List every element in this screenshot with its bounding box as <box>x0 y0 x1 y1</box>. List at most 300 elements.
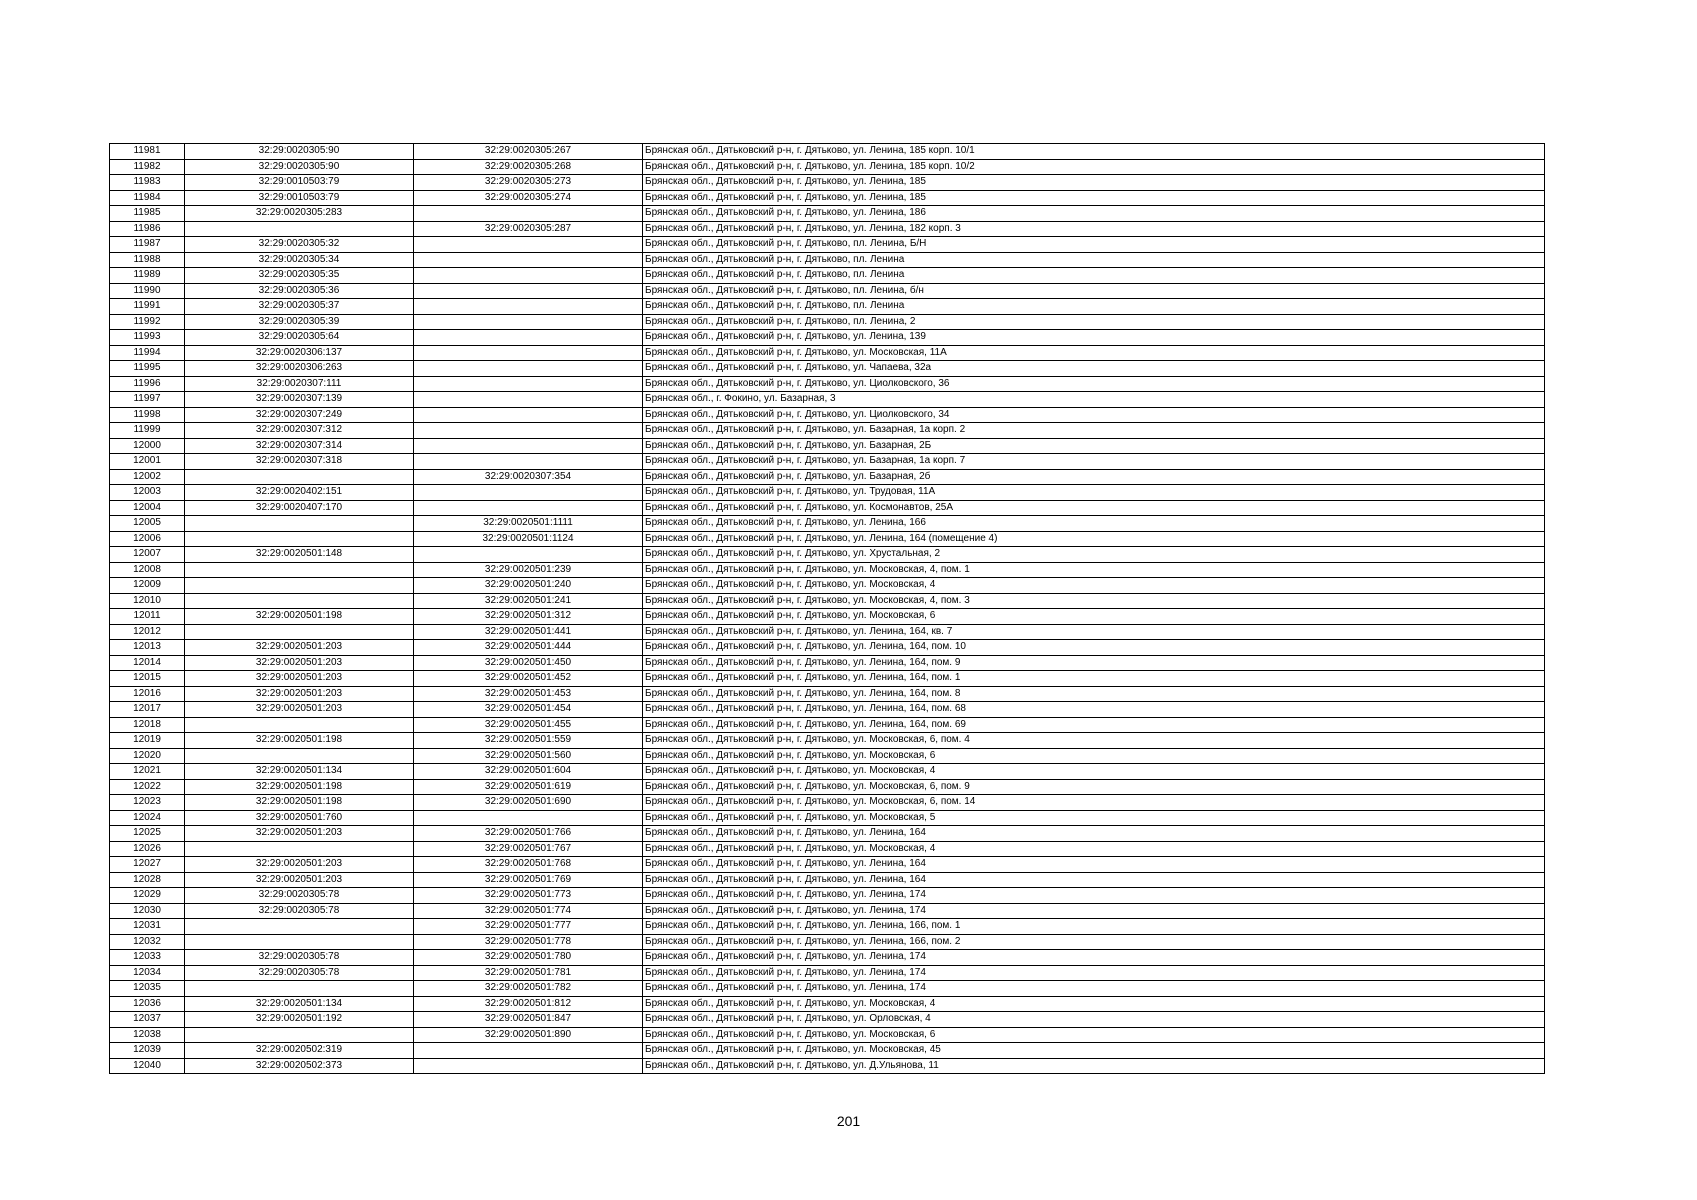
cadastral-number-cell: 32:29:0020501:444 <box>414 640 643 656</box>
row-number-cell: 12002 <box>110 469 185 485</box>
row-number-cell: 12038 <box>110 1027 185 1043</box>
row-number-cell: 12013 <box>110 640 185 656</box>
table-row <box>110 578 1545 594</box>
parent-cadastral-number-cell <box>185 578 414 594</box>
table-row <box>110 872 1545 888</box>
address-cell: Брянская обл., Дятьковский р-н, г. Дятьково, ул. Московская, 6 <box>643 748 1545 764</box>
parent-cadastral-number-cell: 32:29:0020402:151 <box>185 485 414 501</box>
address-cell: Брянская обл., Дятьковский р-н, г. Дятьково, пл. Ленина, б/н <box>643 283 1545 299</box>
row-number-cell: 12026 <box>110 841 185 857</box>
table-row <box>110 531 1545 547</box>
cadastral-number-cell: 32:29:0020501:782 <box>414 981 643 997</box>
cadastral-number-cell: 32:29:0020501:241 <box>414 593 643 609</box>
parent-cadastral-number-cell: 32:29:0020307:312 <box>185 423 414 439</box>
table-row <box>110 686 1545 702</box>
table-row <box>110 981 1545 997</box>
table-row <box>110 516 1545 532</box>
parent-cadastral-number-cell: 32:29:0020502:319 <box>185 1043 414 1059</box>
address-cell: Брянская обл., Дятьковский р-н, г. Дятьково, ул. Ленина, 185 <box>643 175 1545 191</box>
address-cell: Брянская обл., Дятьковский р-н, г. Дятьково, пл. Ленина <box>643 299 1545 315</box>
row-number-cell: 12001 <box>110 454 185 470</box>
cadastral-number-cell <box>414 810 643 826</box>
cadastral-number-cell <box>414 1043 643 1059</box>
row-number-cell: 12024 <box>110 810 185 826</box>
cadastral-number-cell: 32:29:0020501:1124 <box>414 531 643 547</box>
address-cell: Брянская обл., Дятьковский р-н, г. Дятьково, ул. Ленина, 164, пом. 69 <box>643 717 1545 733</box>
parent-cadastral-number-cell: 32:29:0020305:32 <box>185 237 414 253</box>
table-row <box>110 702 1545 718</box>
parent-cadastral-number-cell: 32:29:0020305:78 <box>185 888 414 904</box>
parent-cadastral-number-cell: 32:29:0020501:203 <box>185 671 414 687</box>
row-number-cell: 11998 <box>110 407 185 423</box>
cadastral-number-cell: 32:29:0020501:604 <box>414 764 643 780</box>
table-row <box>110 237 1545 253</box>
cadastral-number-cell <box>414 268 643 284</box>
parent-cadastral-number-cell: 32:29:0020307:314 <box>185 438 414 454</box>
parent-cadastral-number-cell: 32:29:0020501:148 <box>185 547 414 563</box>
table-row <box>110 423 1545 439</box>
parent-cadastral-number-cell: 32:29:0020305:78 <box>185 965 414 981</box>
parent-cadastral-number-cell: 32:29:0010503:79 <box>185 175 414 191</box>
address-cell: Брянская обл., Дятьковский р-н, г. Дятьково, ул. Ленина, 166, пом. 2 <box>643 934 1545 950</box>
cadastral-number-cell <box>414 438 643 454</box>
cadastral-number-cell: 32:29:0020501:781 <box>414 965 643 981</box>
row-number-cell: 12030 <box>110 903 185 919</box>
cadastral-number-cell: 32:29:0020305:273 <box>414 175 643 191</box>
parent-cadastral-number-cell: 32:29:0020305:35 <box>185 268 414 284</box>
table-row <box>110 144 1545 160</box>
row-number-cell: 12031 <box>110 919 185 935</box>
cadastral-number-cell: 32:29:0020305:267 <box>414 144 643 160</box>
cadastral-number-cell: 32:29:0020501:766 <box>414 826 643 842</box>
address-cell: Брянская обл., Дятьковский р-н, г. Дятьково, ул. Ленина, 174 <box>643 981 1545 997</box>
row-number-cell: 11997 <box>110 392 185 408</box>
address-cell: Брянская обл., Дятьковский р-н, г. Дятьково, ул. Ленина, 174 <box>643 888 1545 904</box>
table-row <box>110 655 1545 671</box>
cadastral-number-cell: 32:29:0020305:287 <box>414 221 643 237</box>
address-cell: Брянская обл., Дятьковский р-н, г. Дятьково, ул. Ленина, 164, пом. 9 <box>643 655 1545 671</box>
address-cell: Брянская обл., Дятьковский р-н, г. Дятьково, пл. Ленина <box>643 252 1545 268</box>
cadastral-number-cell <box>414 454 643 470</box>
cadastral-number-cell: 32:29:0020305:268 <box>414 159 643 175</box>
parent-cadastral-number-cell: 32:29:0020501:203 <box>185 640 414 656</box>
table-row <box>110 1043 1545 1059</box>
table-row <box>110 252 1545 268</box>
parent-cadastral-number-cell: 32:29:0020305:34 <box>185 252 414 268</box>
address-cell: Брянская обл., Дятьковский р-н, г. Дятьково, ул. Чапаева, 32а <box>643 361 1545 377</box>
row-number-cell: 11983 <box>110 175 185 191</box>
row-number-cell: 11985 <box>110 206 185 222</box>
parent-cadastral-number-cell: 32:29:0020501:203 <box>185 872 414 888</box>
row-number-cell: 12034 <box>110 965 185 981</box>
row-number-cell: 11994 <box>110 345 185 361</box>
row-number-cell: 12023 <box>110 795 185 811</box>
address-cell: Брянская обл., Дятьковский р-н, г. Дятьково, ул. Ленина, 164, кв. 7 <box>643 624 1545 640</box>
table-row <box>110 469 1545 485</box>
table-row <box>110 330 1545 346</box>
cadastral-number-cell <box>414 485 643 501</box>
address-cell: Брянская обл., Дятьковский р-н, г. Дятьково, ул. Московская, 4 <box>643 841 1545 857</box>
row-number-cell: 12035 <box>110 981 185 997</box>
row-number-cell: 12025 <box>110 826 185 842</box>
row-number-cell: 12028 <box>110 872 185 888</box>
address-cell: Брянская обл., Дятьковский р-н, г. Дятьково, ул. Ленина, 166, пом. 1 <box>643 919 1545 935</box>
parent-cadastral-number-cell: 32:29:0020305:283 <box>185 206 414 222</box>
row-number-cell: 12016 <box>110 686 185 702</box>
row-number-cell: 12009 <box>110 578 185 594</box>
address-cell: Брянская обл., Дятьковский р-н, г. Дятьково, ул. Московская, 45 <box>643 1043 1545 1059</box>
parent-cadastral-number-cell: 32:29:0020307:111 <box>185 376 414 392</box>
cadastral-number-cell: 32:29:0020501:773 <box>414 888 643 904</box>
parent-cadastral-number-cell: 32:29:0020501:203 <box>185 826 414 842</box>
address-cell: Брянская обл., Дятьковский р-н, г. Дятьково, ул. Базарная, 1а корп. 7 <box>643 454 1545 470</box>
table-row <box>110 206 1545 222</box>
row-number-cell: 12033 <box>110 950 185 966</box>
table-row <box>110 857 1545 873</box>
parent-cadastral-number-cell <box>185 562 414 578</box>
parent-cadastral-number-cell <box>185 981 414 997</box>
table-row <box>110 671 1545 687</box>
row-number-cell: 12011 <box>110 609 185 625</box>
parent-cadastral-number-cell: 32:29:0020501:198 <box>185 795 414 811</box>
row-number-cell: 12007 <box>110 547 185 563</box>
address-cell: Брянская обл., Дятьковский р-н, г. Дятьково, ул. Ленина, 164 <box>643 872 1545 888</box>
parent-cadastral-number-cell <box>185 717 414 733</box>
row-number-cell: 12012 <box>110 624 185 640</box>
address-cell: Брянская обл., Дятьковский р-н, г. Дятьково, ул. Ленина, 164 (помещение 4) <box>643 531 1545 547</box>
table-row <box>110 934 1545 950</box>
table-row <box>110 996 1545 1012</box>
table-row <box>110 1058 1545 1074</box>
row-number-cell: 11981 <box>110 144 185 160</box>
parent-cadastral-number-cell <box>185 593 414 609</box>
cadastral-number-cell: 32:29:0020501:774 <box>414 903 643 919</box>
cadastral-number-cell: 32:29:0020307:354 <box>414 469 643 485</box>
parent-cadastral-number-cell: 32:29:0020306:263 <box>185 361 414 377</box>
table-row <box>110 826 1545 842</box>
parent-cadastral-number-cell: 32:29:0020305:64 <box>185 330 414 346</box>
row-number-cell: 12019 <box>110 733 185 749</box>
table-row <box>110 593 1545 609</box>
parent-cadastral-number-cell: 32:29:0020305:90 <box>185 159 414 175</box>
address-cell: Брянская обл., Дятьковский р-н, г. Дятьково, ул. Ленина, 174 <box>643 903 1545 919</box>
table-row <box>110 764 1545 780</box>
address-cell: Брянская обл., Дятьковский р-н, г. Дятьково, ул. Московская, 5 <box>643 810 1545 826</box>
address-cell: Брянская обл., Дятьковский р-н, г. Дятьково, ул. Ленина, 182 корп. 3 <box>643 221 1545 237</box>
parent-cadastral-number-cell <box>185 531 414 547</box>
table-row <box>110 795 1545 811</box>
table-row <box>110 640 1545 656</box>
table-row <box>110 748 1545 764</box>
address-cell: Брянская обл., Дятьковский р-н, г. Дятьково, ул. Московская, 6, пом. 4 <box>643 733 1545 749</box>
row-number-cell: 11992 <box>110 314 185 330</box>
row-number-cell: 11993 <box>110 330 185 346</box>
row-number-cell: 11995 <box>110 361 185 377</box>
row-number-cell: 11986 <box>110 221 185 237</box>
row-number-cell: 12000 <box>110 438 185 454</box>
cadastral-number-cell: 32:29:0020501:453 <box>414 686 643 702</box>
address-cell: Брянская обл., Дятьковский р-н, г. Дятьково, ул. Трудовая, 11А <box>643 485 1545 501</box>
table-row <box>110 361 1545 377</box>
row-number-cell: 11990 <box>110 283 185 299</box>
row-number-cell: 12036 <box>110 996 185 1012</box>
address-cell: Брянская обл., Дятьковский р-н, г. Дятьково, ул. Орловская, 4 <box>643 1012 1545 1028</box>
parent-cadastral-number-cell: 32:29:0020501:134 <box>185 996 414 1012</box>
cadastral-number-cell: 32:29:0020501:312 <box>414 609 643 625</box>
parent-cadastral-number-cell: 32:29:0020501:198 <box>185 733 414 749</box>
cadastral-number-cell: 32:29:0020501:780 <box>414 950 643 966</box>
table-row <box>110 733 1545 749</box>
cadastral-number-cell: 32:29:0020501:239 <box>414 562 643 578</box>
cadastral-number-cell <box>414 500 643 516</box>
row-number-cell: 12004 <box>110 500 185 516</box>
cadastral-number-cell: 32:29:0020501:778 <box>414 934 643 950</box>
address-cell: Брянская обл., Дятьковский р-н, г. Дятьково, ул. Ленина, 164, пом. 1 <box>643 671 1545 687</box>
address-cell: Брянская обл., Дятьковский р-н, г. Дятьково, пл. Ленина, 2 <box>643 314 1545 330</box>
parent-cadastral-number-cell: 32:29:0020305:90 <box>185 144 414 160</box>
address-cell: Брянская обл., Дятьковский р-н, г. Дятьково, ул. Московская, 11А <box>643 345 1545 361</box>
cadastral-number-cell: 32:29:0020501:812 <box>414 996 643 1012</box>
parent-cadastral-number-cell <box>185 221 414 237</box>
table-row <box>110 1027 1545 1043</box>
cadastral-number-cell: 32:29:0020501:777 <box>414 919 643 935</box>
cadastral-number-cell <box>414 237 643 253</box>
parent-cadastral-number-cell: 32:29:0020501:192 <box>185 1012 414 1028</box>
row-number-cell: 12021 <box>110 764 185 780</box>
address-cell: Брянская обл., Дятьковский р-н, г. Дятьково, ул. Московская, 4 <box>643 996 1545 1012</box>
address-cell: Брянская обл., Дятьковский р-н, г. Дятьково, ул. Циолковского, 36 <box>643 376 1545 392</box>
table-row <box>110 950 1545 966</box>
cadastral-number-cell: 32:29:0020501:769 <box>414 872 643 888</box>
address-cell: Брянская обл., Дятьковский р-н, г. Дятьково, ул. Циолковского, 34 <box>643 407 1545 423</box>
table-row <box>110 562 1545 578</box>
cadastral-number-cell <box>414 206 643 222</box>
table-row <box>110 345 1545 361</box>
parent-cadastral-number-cell <box>185 469 414 485</box>
table-row <box>110 159 1545 175</box>
cadastral-number-cell <box>414 376 643 392</box>
row-number-cell: 12006 <box>110 531 185 547</box>
row-number-cell: 11987 <box>110 237 185 253</box>
page-number: 201 <box>836 1113 861 1129</box>
table-row <box>110 624 1545 640</box>
row-number-cell: 12017 <box>110 702 185 718</box>
parent-cadastral-number-cell: 32:29:0020307:318 <box>185 454 414 470</box>
cadastral-number-cell: 32:29:0020501:560 <box>414 748 643 764</box>
address-cell: Брянская обл., г. Фокино, ул. Базарная, 3 <box>643 392 1545 408</box>
address-cell: Брянская обл., Дятьковский р-н, г. Дятьково, ул. Ленина, 185 корп. 10/2 <box>643 159 1545 175</box>
cadastral-number-cell: 32:29:0020501:454 <box>414 702 643 718</box>
cadastral-number-cell <box>414 252 643 268</box>
table-row <box>110 888 1545 904</box>
address-cell: Брянская обл., Дятьковский р-н, г. Дятьково, ул. Ленина, 164, пом. 8 <box>643 686 1545 702</box>
cadastral-number-cell <box>414 345 643 361</box>
row-number-cell: 12010 <box>110 593 185 609</box>
row-number-cell: 12014 <box>110 655 185 671</box>
address-cell: Брянская обл., Дятьковский р-н, г. Дятьково, ул. Ленина, 164 <box>643 857 1545 873</box>
address-cell: Брянская обл., Дятьковский р-н, г. Дятьково, ул. Космонавтов, 25А <box>643 500 1545 516</box>
table-row <box>110 547 1545 563</box>
address-cell: Брянская обл., Дятьковский р-н, г. Дятьково, ул. Ленина, 139 <box>643 330 1545 346</box>
row-number-cell: 12040 <box>110 1058 185 1074</box>
address-cell: Брянская обл., Дятьковский р-н, г. Дятьково, ул. Ленина, 164 <box>643 826 1545 842</box>
table-row <box>110 1012 1545 1028</box>
parent-cadastral-number-cell: 32:29:0010503:79 <box>185 190 414 206</box>
row-number-cell: 12029 <box>110 888 185 904</box>
table-row <box>110 454 1545 470</box>
row-number-cell: 11991 <box>110 299 185 315</box>
row-number-cell: 12008 <box>110 562 185 578</box>
cadastral-number-cell: 32:29:0020501:890 <box>414 1027 643 1043</box>
parent-cadastral-number-cell <box>185 919 414 935</box>
cadastral-number-cell: 32:29:0020501:690 <box>414 795 643 811</box>
parent-cadastral-number-cell: 32:29:0020305:36 <box>185 283 414 299</box>
parent-cadastral-number-cell: 32:29:0020501:203 <box>185 857 414 873</box>
cadastral-number-cell <box>414 547 643 563</box>
parent-cadastral-number-cell: 32:29:0020407:170 <box>185 500 414 516</box>
table-row <box>110 314 1545 330</box>
address-cell: Брянская обл., Дятьковский р-н, г. Дятьково, ул. Базарная, 1а корп. 2 <box>643 423 1545 439</box>
table-row <box>110 903 1545 919</box>
cadastral-number-cell: 32:29:0020501:441 <box>414 624 643 640</box>
parent-cadastral-number-cell: 32:29:0020501:203 <box>185 686 414 702</box>
cadastral-number-cell <box>414 392 643 408</box>
address-cell: Брянская обл., Дятьковский р-н, г. Дятьково, пл. Ленина, Б/Н <box>643 237 1545 253</box>
parent-cadastral-number-cell: 32:29:0020502:373 <box>185 1058 414 1074</box>
cadastral-number-cell: 32:29:0020501:240 <box>414 578 643 594</box>
address-cell: Брянская обл., Дятьковский р-н, г. Дятьково, ул. Базарная, 2Б <box>643 438 1545 454</box>
address-cell: Брянская обл., Дятьковский р-н, г. Дятьково, ул. Базарная, 2б <box>643 469 1545 485</box>
parent-cadastral-number-cell: 32:29:0020306:137 <box>185 345 414 361</box>
cadastral-number-cell: 32:29:0020501:559 <box>414 733 643 749</box>
table-row <box>110 717 1545 733</box>
row-number-cell: 11988 <box>110 252 185 268</box>
parent-cadastral-number-cell: 32:29:0020307:139 <box>185 392 414 408</box>
table-row <box>110 965 1545 981</box>
parent-cadastral-number-cell <box>185 841 414 857</box>
row-number-cell: 12037 <box>110 1012 185 1028</box>
address-cell: Брянская обл., Дятьковский р-н, г. Дятьково, ул. Ленина, 174 <box>643 965 1545 981</box>
address-cell: Брянская обл., Дятьковский р-н, г. Дятьково, ул. Ленина, 166 <box>643 516 1545 532</box>
row-number-cell: 12020 <box>110 748 185 764</box>
parent-cadastral-number-cell: 32:29:0020501:134 <box>185 764 414 780</box>
address-cell: Брянская обл., Дятьковский р-н, г. Дятьково, ул. Ленина, 164, пом. 10 <box>643 640 1545 656</box>
table-row <box>110 221 1545 237</box>
table-row <box>110 376 1545 392</box>
address-cell: Брянская обл., Дятьковский р-н, г. Дятьково, ул. Хрустальная, 2 <box>643 547 1545 563</box>
table-row <box>110 609 1545 625</box>
address-cell: Брянская обл., Дятьковский р-н, г. Дятьково, ул. Московская, 6, пом. 14 <box>643 795 1545 811</box>
row-number-cell: 12003 <box>110 485 185 501</box>
address-cell: Брянская обл., Дятьковский р-н, г. Дятьково, ул. Московская, 6 <box>643 1027 1545 1043</box>
table-row <box>110 810 1545 826</box>
parent-cadastral-number-cell <box>185 516 414 532</box>
table-row <box>110 407 1545 423</box>
table-row <box>110 919 1545 935</box>
address-cell: Брянская обл., Дятьковский р-н, г. Дятьково, ул. Ленина, 185 <box>643 190 1545 206</box>
address-cell: Брянская обл., Дятьковский р-н, г. Дятьково, ул. Д.Ульянова, 11 <box>643 1058 1545 1074</box>
row-number-cell: 12018 <box>110 717 185 733</box>
parent-cadastral-number-cell: 32:29:0020501:203 <box>185 655 414 671</box>
registry-table <box>109 143 1545 1074</box>
row-number-cell: 11982 <box>110 159 185 175</box>
table-row <box>110 779 1545 795</box>
parent-cadastral-number-cell <box>185 934 414 950</box>
cadastral-number-cell <box>414 330 643 346</box>
address-cell: Брянская обл., Дятьковский р-н, г. Дятьково, пл. Ленина <box>643 268 1545 284</box>
table-row <box>110 485 1545 501</box>
address-cell: Брянская обл., Дятьковский р-н, г. Дятьково, ул. Московская, 6 <box>643 609 1545 625</box>
parent-cadastral-number-cell: 32:29:0020305:78 <box>185 950 414 966</box>
address-cell: Брянская обл., Дятьковский р-н, г. Дятьково, ул. Ленина, 164, пом. 68 <box>643 702 1545 718</box>
address-cell: Брянская обл., Дятьковский р-н, г. Дятьково, ул. Московская, 4 <box>643 578 1545 594</box>
table-row <box>110 500 1545 516</box>
row-number-cell: 12005 <box>110 516 185 532</box>
address-cell: Брянская обл., Дятьковский р-н, г. Дятьково, ул. Московская, 6, пом. 9 <box>643 779 1545 795</box>
address-cell: Брянская обл., Дятьковский р-н, г. Дятьково, ул. Ленина, 174 <box>643 950 1545 966</box>
cadastral-number-cell <box>414 423 643 439</box>
parent-cadastral-number-cell: 32:29:0020305:78 <box>185 903 414 919</box>
cadastral-number-cell <box>414 283 643 299</box>
cadastral-number-cell: 32:29:0020501:768 <box>414 857 643 873</box>
cadastral-number-cell <box>414 361 643 377</box>
parent-cadastral-number-cell <box>185 624 414 640</box>
table-row <box>110 438 1545 454</box>
parent-cadastral-number-cell: 32:29:0020307:249 <box>185 407 414 423</box>
table-row <box>110 175 1545 191</box>
parent-cadastral-number-cell: 32:29:0020305:37 <box>185 299 414 315</box>
address-cell: Брянская обл., Дятьковский р-н, г. Дятьково, ул. Московская, 4 <box>643 764 1545 780</box>
address-cell: Брянская обл., Дятьковский р-н, г. Дятьково, ул. Московская, 4, пом. 1 <box>643 562 1545 578</box>
row-number-cell: 12022 <box>110 779 185 795</box>
row-number-cell: 11984 <box>110 190 185 206</box>
table-row <box>110 190 1545 206</box>
table-row <box>110 299 1545 315</box>
parent-cadastral-number-cell: 32:29:0020501:198 <box>185 779 414 795</box>
cadastral-number-cell <box>414 407 643 423</box>
row-number-cell: 12027 <box>110 857 185 873</box>
row-number-cell: 12032 <box>110 934 185 950</box>
row-number-cell: 11996 <box>110 376 185 392</box>
row-number-cell: 12039 <box>110 1043 185 1059</box>
cadastral-number-cell <box>414 1058 643 1074</box>
row-number-cell: 11989 <box>110 268 185 284</box>
cadastral-number-cell <box>414 299 643 315</box>
address-cell: Брянская обл., Дятьковский р-н, г. Дятьково, ул. Ленина, 185 корп. 10/1 <box>643 144 1545 160</box>
address-cell: Брянская обл., Дятьковский р-н, г. Дятьково, ул. Московская, 4, пом. 3 <box>643 593 1545 609</box>
row-number-cell: 12015 <box>110 671 185 687</box>
cadastral-number-cell: 32:29:0020501:455 <box>414 717 643 733</box>
parent-cadastral-number-cell: 32:29:0020501:760 <box>185 810 414 826</box>
row-number-cell: 11999 <box>110 423 185 439</box>
cadastral-number-cell: 32:29:0020501:767 <box>414 841 643 857</box>
registry-table-body <box>110 144 1545 1074</box>
cadastral-number-cell: 32:29:0020501:1111 <box>414 516 643 532</box>
parent-cadastral-number-cell: 32:29:0020305:39 <box>185 314 414 330</box>
cadastral-number-cell: 32:29:0020501:452 <box>414 671 643 687</box>
table-row <box>110 841 1545 857</box>
address-cell: Брянская обл., Дятьковский р-н, г. Дятьково, ул. Ленина, 186 <box>643 206 1545 222</box>
cadastral-number-cell: 32:29:0020501:450 <box>414 655 643 671</box>
parent-cadastral-number-cell: 32:29:0020501:198 <box>185 609 414 625</box>
cadastral-number-cell: 32:29:0020305:274 <box>414 190 643 206</box>
table-row <box>110 392 1545 408</box>
parent-cadastral-number-cell <box>185 748 414 764</box>
parent-cadastral-number-cell <box>185 1027 414 1043</box>
cadastral-number-cell: 32:29:0020501:619 <box>414 779 643 795</box>
table-row <box>110 283 1545 299</box>
cadastral-number-cell <box>414 314 643 330</box>
